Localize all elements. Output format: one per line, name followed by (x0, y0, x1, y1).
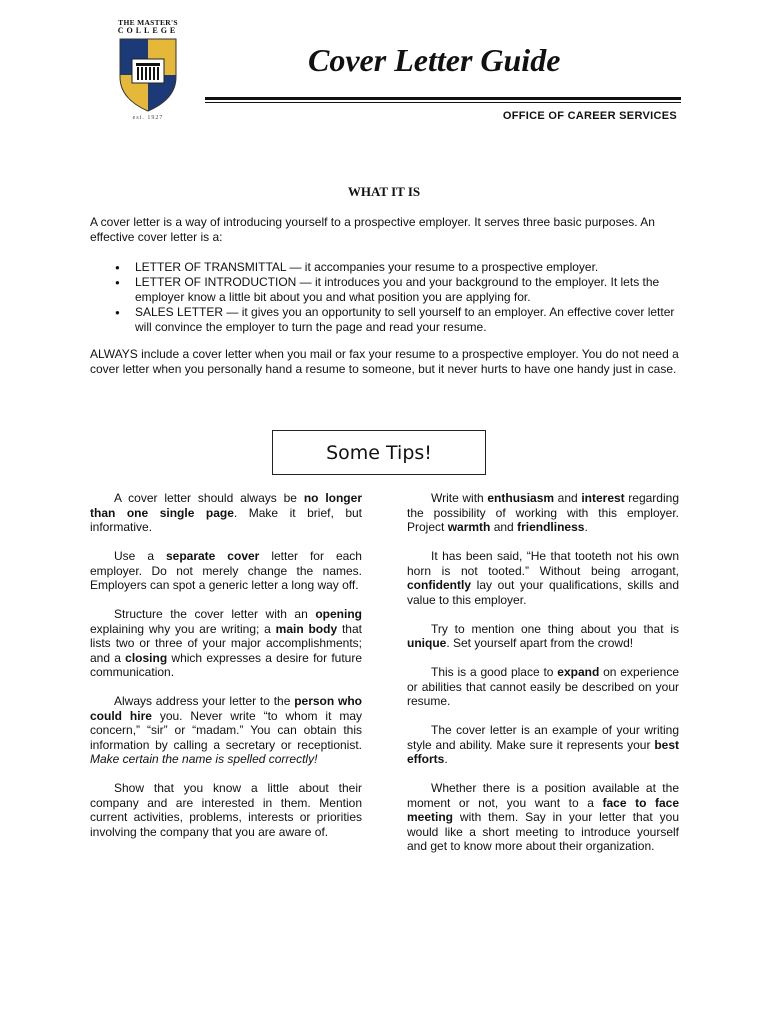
text: that lists two or three of your major accomplishments; and a (90, 621, 362, 665)
text: . Set yourself apart from the crowd! (446, 636, 634, 650)
bold-text: enthusiasm (487, 491, 555, 505)
tip-paragraph (90, 607, 362, 680)
bold-text: expand (557, 665, 600, 679)
text: regarding the possibility of working with this employer. Project (407, 491, 679, 534)
tip-paragraph (90, 694, 362, 767)
text: Try to mention one thing about you that is (431, 621, 679, 636)
text: Structure the cover letter with an (114, 607, 316, 621)
tip-paragraph (407, 549, 679, 607)
header-rule-thin (205, 102, 681, 103)
bold-text: opening (315, 607, 362, 621)
text: explaining why you are writing; a (90, 621, 276, 636)
bold-text: warmth (447, 520, 491, 534)
bold-text: face to face meeting (407, 795, 680, 824)
office-name: OFFICE OF CAREER SERVICES (502, 110, 677, 122)
text: This is a good place to (431, 665, 558, 679)
college-logo: THE MASTER'S COLLEGE est. 1927 (117, 18, 179, 121)
tip-paragraph (90, 549, 362, 593)
tips-heading: Some Tips! (326, 441, 432, 464)
header-rule (205, 97, 681, 100)
tip-paragraph (407, 781, 679, 854)
text: letter for each employer. Do not merely change the names. Employers can spot a generic letter a long way off. (90, 549, 362, 592)
italic-text: Make certain the name is spelled correctly! (90, 752, 318, 766)
list-item: ● SALES LETTER — it gives you an opportunity to sell yourself to an employer. An effective cover letter will convince the employer to turn the page and read your resume. (115, 305, 680, 335)
bold-text: separate cover (165, 549, 260, 563)
bold-text: interest (581, 491, 625, 505)
bold-text: best efforts (407, 737, 679, 766)
text: A cover letter should always be (114, 491, 304, 505)
text: Use a (114, 549, 166, 563)
always-paragraph: ALWAYS include a cover letter when you mail or fax your resume to a prospective employer. You do not need a cover letter when you personally hand a resume to someone, but it never hurts to have one handy just in case. (90, 347, 679, 376)
tip-paragraph (90, 781, 362, 839)
tip-paragraph (90, 491, 362, 535)
text: you. Never write “to whom it may concern,” “sir” or “madam.” You can obtain this information by calling a secretary or receptionist. (90, 708, 362, 752)
tip-paragraph (407, 622, 679, 651)
shield-crest-icon (118, 37, 178, 113)
bold-text: friendliness (517, 520, 585, 534)
text: . (444, 752, 448, 766)
text: Write with (431, 491, 488, 505)
tip-paragraph (407, 491, 679, 535)
section-heading: WHAT IT IS (347, 184, 421, 199)
list-item: ● LETTER OF INTRODUCTION — it introduces you and your background to the employer. It lets the employer know a little bit about you and what position you are applying for. (115, 275, 680, 305)
text: lay out your qualifications, skills and value to this employer. (407, 578, 679, 607)
bold-text: closing (125, 650, 168, 665)
page-title: Cover Letter Guide (308, 42, 561, 78)
text: and (490, 520, 518, 534)
text: Whether there is a position available at the moment or not, you want to a (407, 781, 679, 810)
bold-text: no longer than one single page (90, 491, 362, 520)
left-tips-column (90, 491, 362, 854)
text: Always address your letter to the (114, 694, 295, 708)
list-item: ● LETTER OF TRANSMITTAL — it accompanies your resume to a prospective employer. (115, 260, 680, 275)
bold-text: unique (407, 636, 447, 650)
text: The cover letter is an example of your writing style and ability. Make sure it represents your (407, 723, 679, 752)
text: with them. Say in your letter that you would like a short meeting to introduce yourself and get to know more about their organization. (407, 810, 679, 853)
tip-paragraph (407, 723, 679, 767)
tips-heading-box (272, 430, 486, 475)
text: Show that you know a little about their company and are interested in them. Mention current activities, problems, interests or priorities involving the company that you are aware of. (90, 781, 362, 839)
tip-paragraph (407, 665, 679, 709)
text: It has been said, “He that tooteth not his own horn is not tooted.” Without being arrogant, (407, 549, 679, 578)
text: which expresses a desire for future communication. (90, 650, 362, 679)
text: . Make it brief, but informative. (90, 505, 363, 534)
purpose-list (115, 260, 680, 335)
bold-text: main body (275, 621, 338, 636)
intro-paragraph: A cover letter is a way of introducing yourself to a prospective employer. It serves three basic purposes. An effective cover letter is a: (90, 215, 655, 244)
bold-text: person who could hire (90, 694, 363, 723)
text: and (554, 491, 582, 505)
text: . (584, 520, 588, 534)
bold-text: confidently (407, 578, 472, 592)
right-tips-column (407, 491, 679, 868)
text: on experience or abilities that cannot easily be described on your resume. (407, 665, 679, 708)
